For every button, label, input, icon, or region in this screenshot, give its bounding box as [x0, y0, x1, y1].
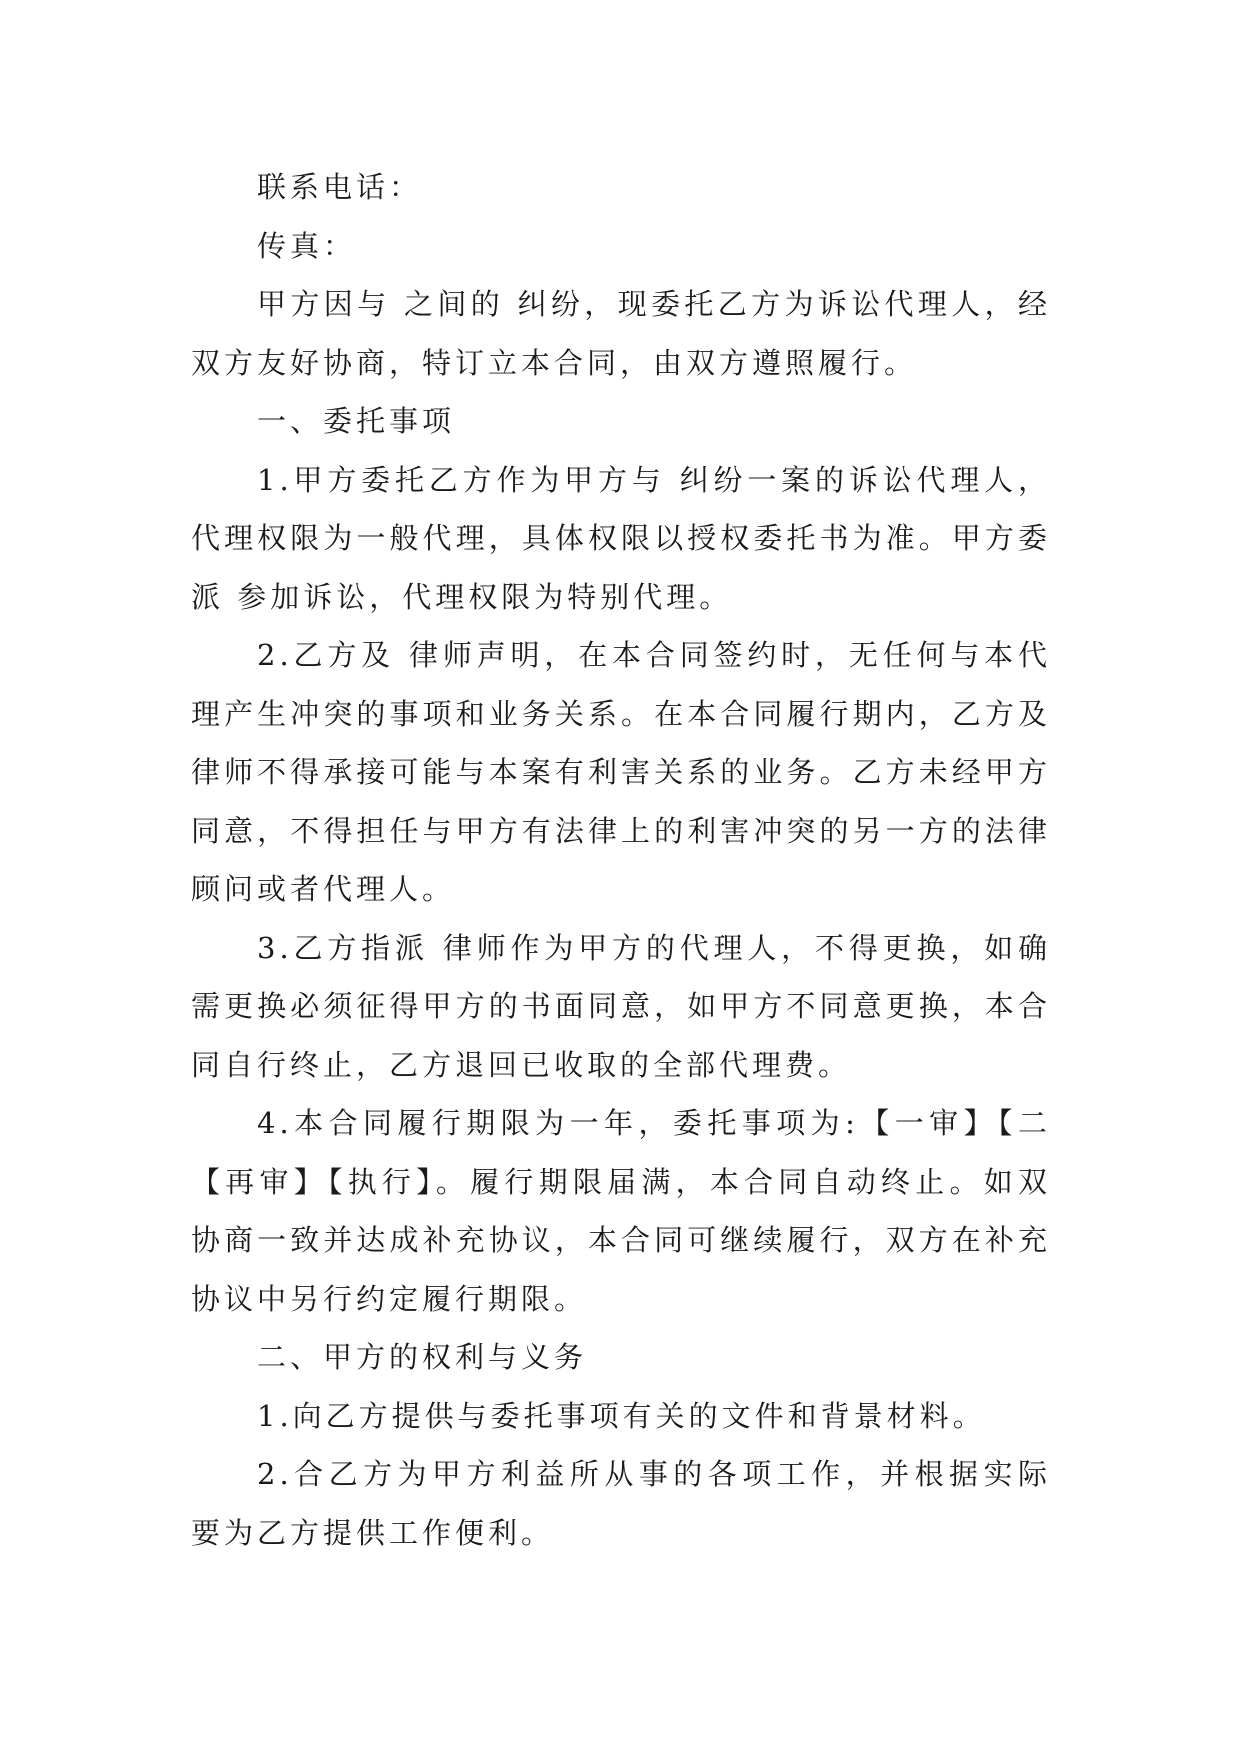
text-line: 【再审】【执行】。履行期限届满，本合同自动终止。如双	[191, 1164, 1051, 1199]
text-line: 双方友好协商，特订立本合同，由双方遵照履行。	[191, 345, 918, 380]
text-line: 协议中另行约定履行期限。	[191, 1281, 588, 1316]
text-line: 顾问或者代理人。	[191, 872, 456, 906]
text-line: 代理权限为一般代理，具体权限以授权委托书为准。甲方委	[191, 521, 1051, 555]
text-line: 2.合乙方为甲方利益所从事的各项工作，并根据实际	[257, 1457, 1051, 1491]
text-line: 协商一致并达成补充协议，本合同可继续履行，双方在补充	[191, 1223, 1051, 1257]
text-line: 律师不得承接可能与本案有利害关系的业务。乙方未经甲方	[191, 755, 1051, 789]
text-line: 同自行终止，乙方退回已收取的全部代理费。	[191, 1047, 852, 1082]
text-line: 联系电话：	[257, 170, 423, 204]
text-line: 1.甲方委托乙方作为甲方与 纠纷一案的诉讼代理人，	[257, 462, 1051, 497]
text-line: 二、甲方的权利与义务	[257, 1340, 588, 1374]
text-line: 传真：	[257, 228, 357, 263]
text-line: 要为乙方提供工作便利。	[191, 1515, 555, 1550]
text-line: 甲方因与 之间的 纠纷，现委托乙方为诉讼代理人，经	[257, 287, 1051, 321]
text-line: 派 参加诉讼，代理权限为特别代理。	[191, 579, 733, 614]
text-line: 3.乙方指派 律师作为甲方的代理人，不得更换，如确	[257, 930, 1051, 965]
text-line: 需更换必须征得甲方的书面同意，如甲方不同意更换，本合	[191, 989, 1051, 1023]
text-line: 2.乙方及 律师声明，在本合同签约时，无任何与本代	[257, 638, 1051, 672]
text-line: 一、委托事项	[257, 404, 456, 438]
text-line: 同意，不得担任与甲方有法律上的利害冲突的另一方的法律	[191, 813, 1051, 848]
text-line: 4.本合同履行期限为一年，委托事项为:【一审】【二	[257, 1106, 1051, 1140]
contract-text-block	[191, 158, 1051, 1562]
text-line: 理产生冲突的事项和业务关系。在本合同履行期内，乙方及	[191, 696, 1051, 731]
text-line: 1.向乙方提供与委托事项有关的文件和背景材料。	[257, 1398, 986, 1433]
